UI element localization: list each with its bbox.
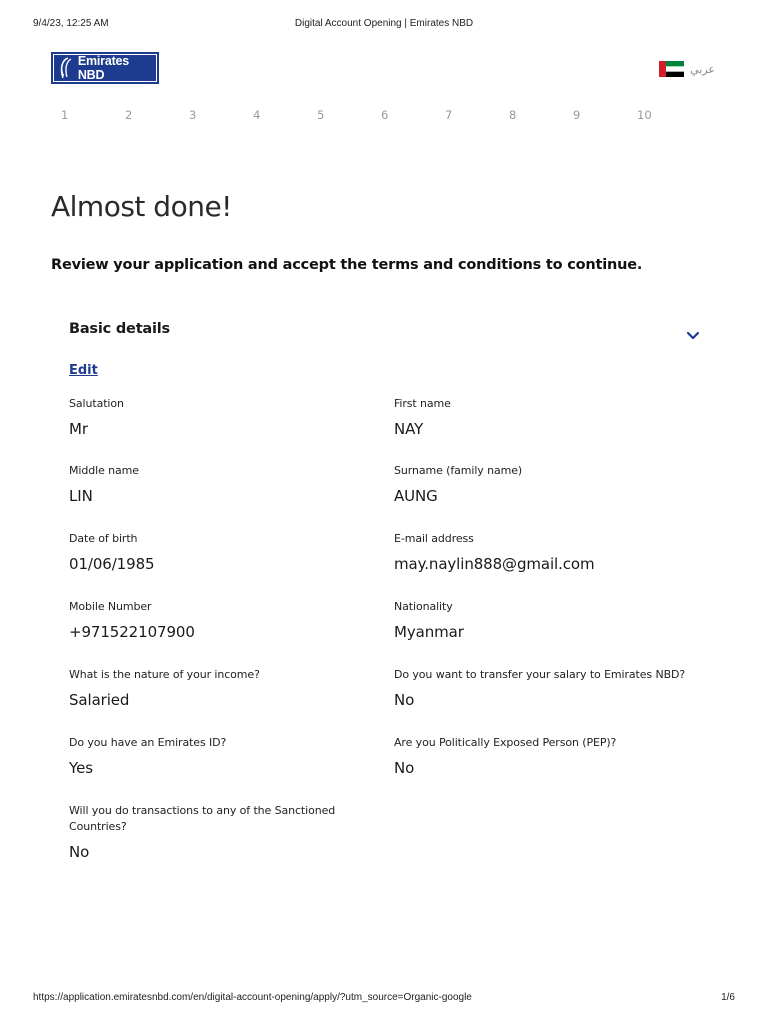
- section-title-basic-details: Basic details: [69, 321, 170, 337]
- field-value: 01/06/1985: [69, 555, 155, 573]
- emirates-nbd-logo[interactable]: [51, 52, 159, 84]
- field-mobile-number: [69, 599, 359, 641]
- field-middle-name: [69, 463, 359, 505]
- step-7: 7: [445, 108, 453, 122]
- field-salutation: [69, 396, 359, 438]
- field-value: may.naylin888@gmail.com: [394, 555, 595, 573]
- field-salary-transfer: [394, 667, 714, 709]
- field-value: Salaried: [69, 691, 130, 709]
- field-emirates-id: [69, 735, 359, 777]
- field-value: AUNG: [394, 487, 438, 505]
- field-value: LIN: [69, 487, 93, 505]
- step-9: 9: [573, 108, 581, 122]
- print-url: https://application.emiratesnbd.com/en/digital-account-opening/apply/?utm_source=Organic-google: [33, 992, 472, 1003]
- uae-flag-icon: [659, 61, 684, 77]
- field-label: Nationality: [394, 600, 453, 613]
- field-label: Do you have an Emirates ID?: [69, 736, 227, 749]
- step-5: 5: [317, 108, 325, 122]
- field-value: +971522107900: [69, 623, 195, 641]
- logo-text: Emirates NBD: [77, 54, 130, 82]
- field-nationality: [394, 599, 684, 641]
- field-value: NAY: [394, 420, 424, 438]
- print-footer: [0, 992, 768, 1006]
- field-date-of-birth: [69, 531, 359, 573]
- field-label: Date of birth: [69, 532, 138, 545]
- step-10: 10: [637, 108, 652, 122]
- field-label: Salutation: [69, 397, 124, 410]
- field-value: Mr: [69, 420, 88, 438]
- field-value: Yes: [69, 759, 93, 777]
- field-value: No: [69, 843, 90, 861]
- step-1: 1: [61, 108, 69, 122]
- page-title: Almost done!: [51, 190, 232, 223]
- page-subtitle: Review your application and accept the terms and conditions to continue.: [51, 257, 643, 273]
- print-page-number: 1/6: [721, 992, 735, 1003]
- field-value: Myanmar: [394, 623, 464, 641]
- field-sanctioned-countries: [69, 803, 349, 861]
- language-label: عربي: [690, 62, 715, 76]
- step-6: 6: [381, 108, 389, 122]
- edit-link[interactable]: Edit: [69, 363, 98, 378]
- field-income-nature: [69, 667, 359, 709]
- field-value: No: [394, 691, 415, 709]
- step-2: 2: [125, 108, 133, 122]
- chevron-down-icon[interactable]: [686, 331, 700, 341]
- field-label: Are you Politically Exposed Person (PEP)?: [394, 736, 617, 749]
- field-surname: [394, 463, 684, 505]
- field-label: Will you do transactions to any of the Sanctioned Countries?: [69, 804, 336, 833]
- print-datetime: 9/4/23, 12:25 AM: [33, 18, 109, 29]
- field-value: No: [394, 759, 415, 777]
- field-label: Mobile Number: [69, 600, 152, 613]
- step-8: 8: [509, 108, 517, 122]
- print-title: Digital Account Opening | Emirates NBD: [294, 18, 474, 29]
- field-label: Middle name: [69, 464, 139, 477]
- logo-mark-icon: [57, 56, 75, 80]
- field-label: First name: [394, 397, 451, 410]
- step-4: 4: [253, 108, 261, 122]
- field-label: What is the nature of your income?: [69, 668, 260, 681]
- field-label: E-mail address: [394, 532, 474, 545]
- field-email: [394, 531, 684, 573]
- field-first-name: [394, 396, 684, 438]
- language-switch[interactable]: [659, 61, 715, 77]
- field-label: Surname (family name): [394, 464, 523, 477]
- print-header: [0, 18, 768, 32]
- field-label: Do you want to transfer your salary to Emirates NBD?: [394, 668, 686, 681]
- step-3: 3: [189, 108, 197, 122]
- step-indicator: [51, 108, 691, 124]
- field-pep: [394, 735, 714, 777]
